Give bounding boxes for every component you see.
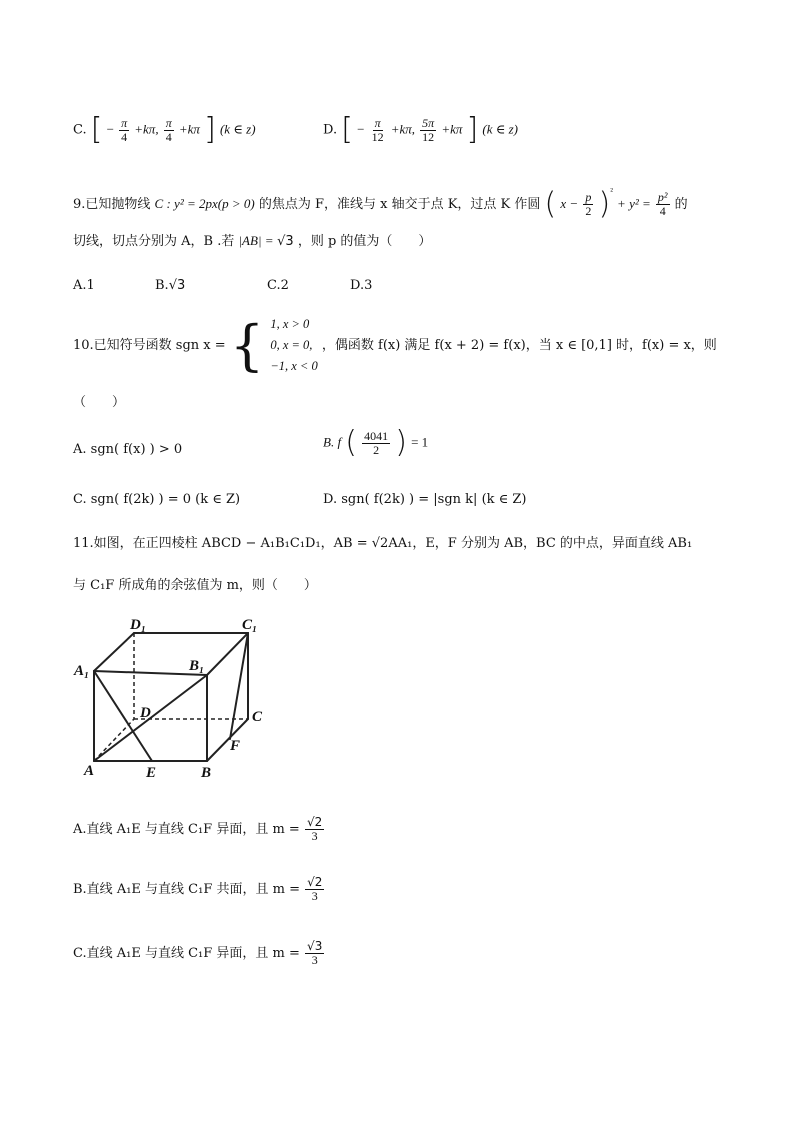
left-bracket: [ <box>341 112 353 147</box>
numerator: p <box>585 190 592 204</box>
denominator: 4 <box>165 129 172 144</box>
edge-a1-d1 <box>94 633 134 671</box>
chord-length: |AB| <box>238 233 262 248</box>
case-2: 0, x = 0, <box>270 338 313 352</box>
numerator: π <box>165 115 172 130</box>
question-11-line-2: 与 C₁F 所成角的余弦值为 m，则（ ） <box>73 578 317 593</box>
numerator: p² <box>657 190 668 204</box>
option-11b <box>73 876 325 903</box>
denominator: 2 <box>373 442 380 457</box>
denominator: 4 <box>659 204 666 218</box>
option-c: C.2 <box>267 278 289 293</box>
fraction <box>362 430 390 457</box>
denominator: 3 <box>311 889 318 903</box>
option-a: A.1 <box>73 278 95 293</box>
question-text: ，偶函数 f(x) 满足 f(x + 2) = f(x)，当 x ∈ [0,1] 时，f(x) = x，则 <box>321 338 717 353</box>
question-10 <box>73 314 717 377</box>
equals-sign: = <box>265 233 273 248</box>
fraction <box>370 117 386 144</box>
left-paren: ( <box>345 425 357 460</box>
fraction <box>305 816 324 843</box>
condition: (k ∈ z) <box>219 121 256 137</box>
option-b <box>155 276 185 296</box>
numerator: π <box>374 115 381 130</box>
numerator: √3 <box>307 939 323 953</box>
term: +kπ, <box>134 121 159 137</box>
option-10c: C. sgn( f(2k) ) = 0 (k ∈ Z) <box>73 492 241 507</box>
option-label: D. sgn( f(2k) ) = <box>323 492 430 507</box>
label-f: F <box>230 738 241 754</box>
parabola-equation: C : y² = 2px(p > 0) <box>154 196 255 211</box>
option-value: = 1 <box>411 434 429 450</box>
label-c: C <box>252 709 263 725</box>
label-c1: C₁ <box>242 617 258 633</box>
case-1: 1, x > 0 <box>270 317 310 331</box>
numerator: √2 <box>306 815 323 829</box>
option-10a: A. sgn( f(x) ) > 0 <box>73 442 183 457</box>
option-text: B.直线 A₁E 与直线 C₁F 共面，且 m = <box>73 882 300 897</box>
term: +kπ <box>178 121 200 137</box>
piecewise-cases <box>270 314 317 377</box>
right-bracket: ] <box>466 112 479 147</box>
fraction <box>583 191 593 218</box>
term: + y² = <box>617 196 651 211</box>
option-value: √3 <box>168 278 186 293</box>
label-d: D <box>140 705 151 721</box>
option-11a <box>73 816 325 843</box>
left-bracket: [ <box>90 112 103 147</box>
question-9-line-2 <box>73 231 431 252</box>
exponent: ² <box>610 186 613 196</box>
term: +kπ <box>441 121 463 137</box>
prism-figure <box>70 615 285 785</box>
option-label: C. <box>73 122 87 138</box>
numerator: π <box>121 115 128 130</box>
numerator: 5π <box>422 115 435 130</box>
option-11c <box>73 940 325 967</box>
option-8c <box>73 112 256 147</box>
right-paren: ) <box>395 425 407 460</box>
condition: (k ∈ z) <box>482 121 519 137</box>
denominator: 3 <box>311 953 318 967</box>
option-d: D.3 <box>350 278 373 293</box>
option-text: C.直线 A₁E 与直线 C₁F 异面，且 m = <box>73 946 300 961</box>
denominator: 12 <box>371 129 384 144</box>
label-a1: A₁ <box>74 663 90 679</box>
question-text: 9.已知抛物线 <box>73 197 151 212</box>
fraction <box>164 117 174 144</box>
label-d1: D₁ <box>130 617 147 633</box>
fraction <box>656 191 670 218</box>
sqrt-value: √3 <box>277 234 294 249</box>
question-text: ，则 p 的值为（ ） <box>297 234 432 249</box>
option-10d <box>323 490 527 510</box>
fraction <box>420 117 436 144</box>
option-label: B. <box>155 278 169 293</box>
left-brace: { <box>229 313 265 377</box>
question-10-paren: （ ） <box>73 395 126 410</box>
minus-sign: − <box>357 121 365 137</box>
option-10b <box>323 425 429 460</box>
minus-sign: − <box>106 121 114 137</box>
abs-value: |sgn k| <box>433 492 478 507</box>
term: x − <box>560 196 579 211</box>
question-text: 10.已知符号函数 sgn x = <box>73 338 226 353</box>
question-text: 的焦点为 F，准线与 x 轴交于点 K，过点 K 作圆 <box>258 197 541 212</box>
question-text: 切线，切点分别为 A，B .若 <box>73 234 235 249</box>
label-e: E <box>146 765 157 781</box>
denominator: 4 <box>121 129 128 144</box>
label-a: A <box>84 763 95 779</box>
denominator: 3 <box>311 829 318 843</box>
denominator: 12 <box>422 129 435 144</box>
option-8d <box>323 112 519 147</box>
numerator: √2 <box>307 875 323 889</box>
fraction <box>305 876 324 903</box>
right-bracket: ] <box>204 112 216 147</box>
question-9-options <box>73 276 373 296</box>
question-text: 的 <box>674 197 688 212</box>
question-11-line-1: 11.如图，在正四棱柱 ABCD − A₁B₁C₁D₁，AB = √2AA₁，E，F 分别为 AB，BC 的中点，异面直线 AB₁ <box>73 536 693 551</box>
condition: (k ∈ Z) <box>481 492 527 507</box>
hidden-edge-a-d <box>94 719 134 761</box>
fraction <box>119 117 129 144</box>
question-9-line-1 <box>73 181 688 220</box>
label-b1: B₁ <box>189 658 205 674</box>
edge-b-c <box>207 719 248 761</box>
case-3: −1, x < 0 <box>270 359 318 373</box>
left-paren: ( <box>544 186 557 222</box>
term: +kπ, <box>390 121 416 137</box>
label-b: B <box>201 765 212 781</box>
denominator: 2 <box>585 204 592 218</box>
right-paren: ) <box>598 186 611 222</box>
option-text: A.直线 A₁E 与直线 C₁F 异面，且 m = <box>73 822 300 837</box>
fraction <box>305 940 324 967</box>
option-label: D. <box>323 122 338 138</box>
option-label: B. f <box>323 434 342 450</box>
numerator: 4041 <box>364 428 389 443</box>
